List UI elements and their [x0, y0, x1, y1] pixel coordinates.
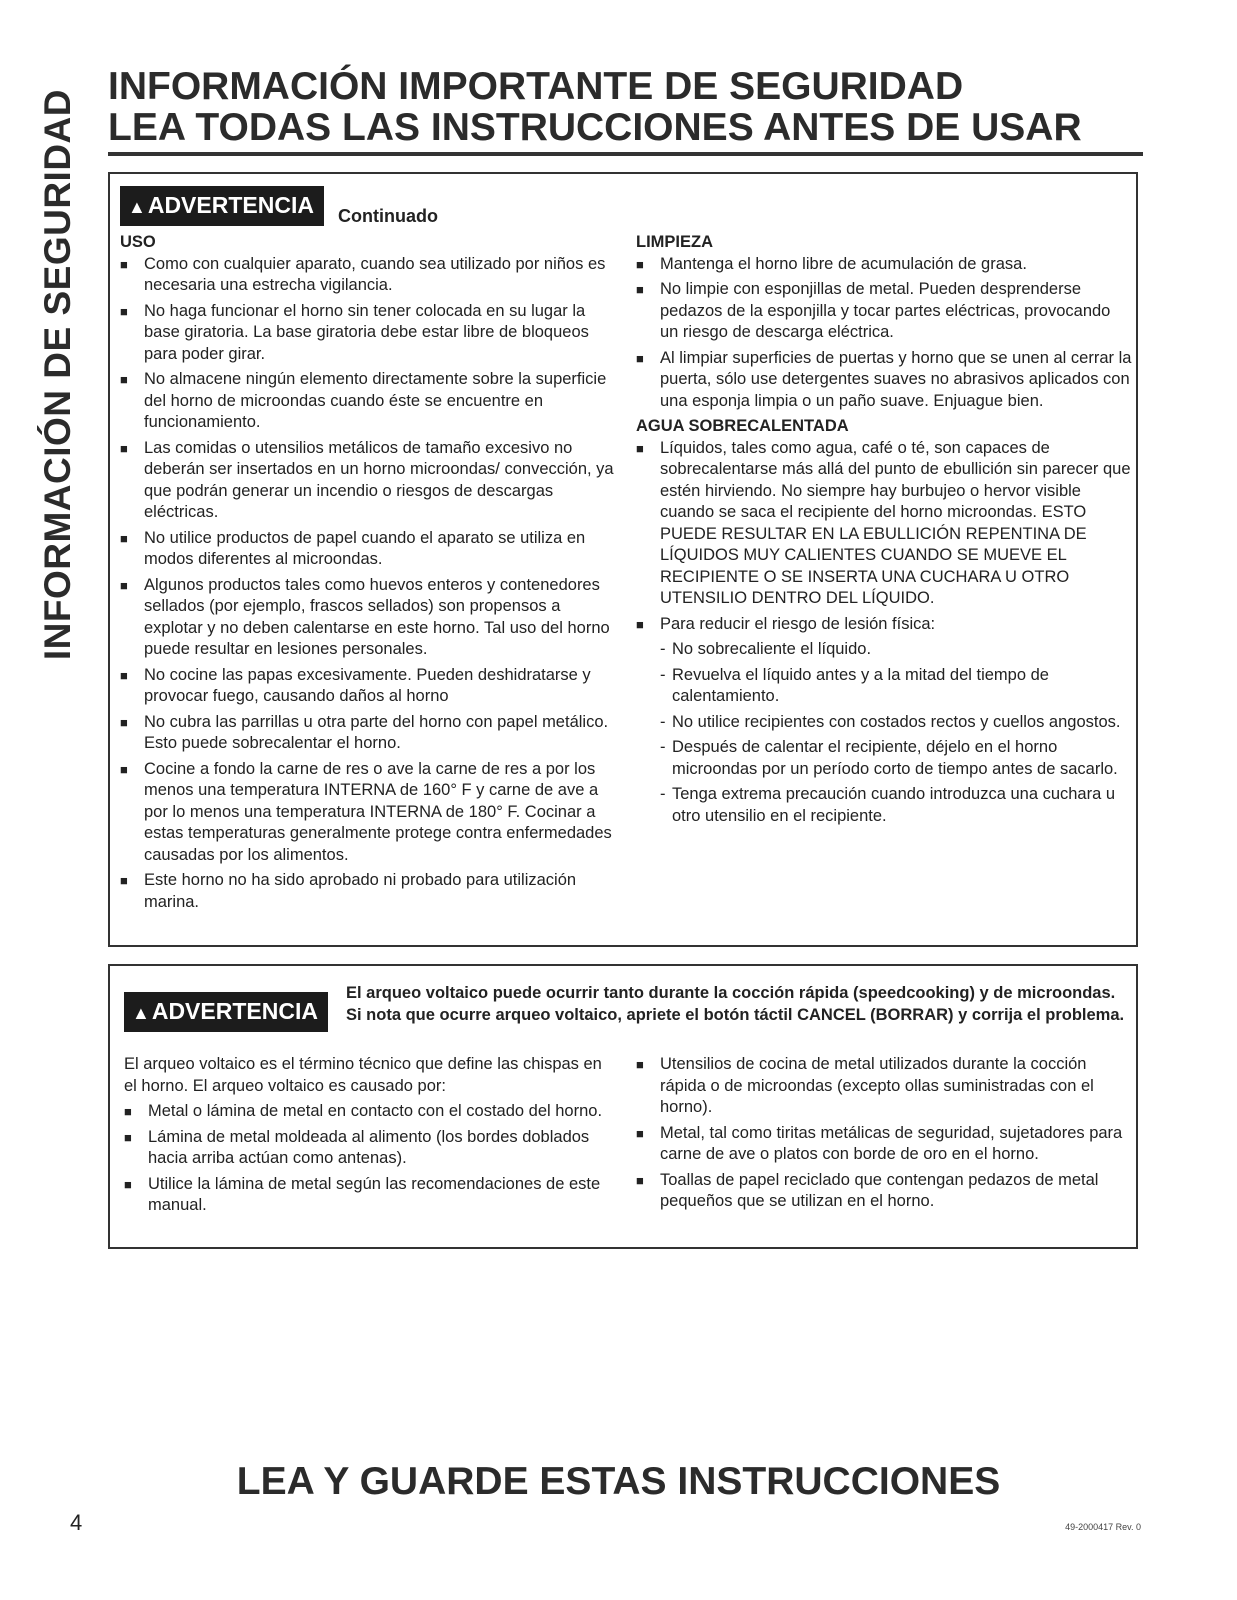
- agua-list: [636, 438, 1132, 636]
- list-item: ■ Para reducir el riesgo de lesión física:: [636, 614, 1132, 636]
- arcing-right-column: [636, 1054, 1132, 1217]
- footer-title: LEA Y GUARDE ESTAS INSTRUCCIONES: [236, 1460, 1001, 1503]
- uso-column: [120, 232, 615, 917]
- arcing-causes-list: [124, 1101, 614, 1217]
- limpieza-column: [636, 232, 1132, 831]
- list-item: ■ No utilice productos de papel cuando el aparato se utiliza en modos diferentes al microondas.: [120, 528, 615, 571]
- warning-triangle-icon: ▲: [132, 1003, 150, 1023]
- warning-badge: ▲ADVERTENCIA: [120, 186, 324, 226]
- list-item: ■ Algunos productos tales como huevos enteros y contenedores sellados (por ejemplo, frascos sellados) son propensos a explotar y no deben calentarse en este horno. Tal uso del horno puede resultar en lesiones personales.: [120, 575, 615, 661]
- list-item: ■ No cocine las papas excesivamente. Pueden deshidratarse y provocar fuego, causando daños al horno: [120, 665, 615, 708]
- list-item: ■ No cubra las parrillas u otra parte del horno con papel metálico. Esto puede sobrecalentar el horno.: [120, 712, 615, 755]
- arcing-intro: El arqueo voltaico es el término técnico que define las chispas en el horno. El arqueo voltaico es causado por:: [124, 1055, 602, 1095]
- section-heading-limpieza: LIMPIEZA: [636, 233, 713, 251]
- arcing-warning-text: El arqueo voltaico puede ocurrir tanto durante la cocción rápida (speedcooking) y de microondas. Si nota que ocurre arqueo voltaico, apriete el botón táctil CANCEL (BORRAR) y corrija el problema.: [346, 984, 1125, 1024]
- list-item: ■ Lámina de metal moldeada al alimento (los bordes doblados hacia arriba actúan como antenas).: [124, 1127, 614, 1170]
- page-title: [108, 66, 1143, 156]
- side-section-title: INFORMACIÓN DE SEGURIDAD: [37, 89, 78, 661]
- list-item: - Revuelva el líquido antes y a la mitad del tiempo de calentamiento.: [660, 665, 1132, 708]
- arcing-left-column: [124, 1054, 614, 1221]
- limpieza-list: [636, 254, 1132, 413]
- uso-list: [120, 254, 615, 914]
- list-item: ■ Utilice la lámina de metal según las recomendaciones de este manual.: [124, 1174, 614, 1217]
- injury-prevention-list: [636, 639, 1132, 827]
- document-code: 49-2000417 Rev. 0: [1065, 1522, 1141, 1532]
- list-item: ■ Mantenga el horno libre de acumulación de grasa.: [636, 254, 1132, 276]
- list-item: - Tenga extrema precaución cuando introduzca una cuchara u otro utensilio en el recipiente.: [660, 784, 1132, 827]
- title-line-2: LEA TODAS LAS INSTRUCCIONES ANTES DE USAR: [108, 106, 1082, 149]
- list-item: ■ No almacene ningún elemento directamente sobre la superficie del horno de microondas cuando éste se encuentre en funcionamiento.: [120, 369, 615, 434]
- list-item: ■ Metal o lámina de metal en contacto con el costado del horno.: [124, 1101, 614, 1123]
- list-item: ■ Como con cualquier aparato, cuando sea utilizado por niños es necesaria una estrecha vigilancia.: [120, 254, 615, 297]
- continued-label: Continuado: [338, 206, 438, 226]
- warning-box-continued: [108, 172, 1138, 947]
- list-item: ■ No haga funcionar el horno sin tener colocada en su lugar la base giratoria. La base giratoria debe estar libre de bloqueos para poder girar.: [120, 301, 615, 366]
- list-item: ■ Utensilios de cocina de metal utilizados durante la cocción rápida o de microondas (excepto ollas suministradas con el horno).: [636, 1054, 1132, 1119]
- warning-badge: ▲ADVERTENCIA: [124, 992, 328, 1032]
- warning-triangle-icon: ▲: [128, 197, 146, 217]
- list-item: ■ No limpie con esponjillas de metal. Pueden desprenderse pedazos de la esponjilla y tocar partes eléctricas, provocando un riesgo de descarga eléctrica.: [636, 279, 1132, 344]
- list-item: ■ Este horno no ha sido aprobado ni probado para utilización marina.: [120, 870, 615, 913]
- title-line-1: INFORMACIÓN IMPORTANTE DE SEGURIDAD: [108, 65, 964, 108]
- list-item: - No utilice recipientes con costados rectos y cuellos angostos.: [660, 712, 1132, 734]
- list-item: ■ Líquidos, tales como agua, café o té, son capaces de sobrecalentarse más allá del punto de ebullición sin parecer que estén hirviendo. No siempre hay burbujeo o hervor visible cuando se saca el recipiente del horno microondas. ESTO PUEDE RESULTAR EN LA EBULLICIÓN REPENTINA DE LÍQUIDOS MUY CALIENTES CUANDO SE MUEVE EL RECIPIENTE O SE INSERTA UNA CUCHARA U OTRO UTENSILIO DENTRO DEL LÍQUIDO.: [636, 438, 1132, 610]
- arcing-causes-list-2: [636, 1054, 1132, 1213]
- list-item: - No sobrecaliente el líquido.: [660, 639, 1132, 661]
- section-heading-agua: AGUA SOBRECALENTADA: [636, 417, 849, 435]
- list-item: ■ Las comidas o utensilios metálicos de tamaño excesivo no deberán ser insertados en un horno microondas/ convección, ya que podrán generar un incendio o riesgos de descargas eléctricas.: [120, 438, 615, 524]
- page-number: 4: [70, 1510, 83, 1535]
- list-item: ■ Metal, tal como tiritas metálicas de seguridad, sujetadores para carne de ave o platos con borde de oro en el horno.: [636, 1123, 1132, 1166]
- section-heading-uso: USO: [120, 233, 156, 251]
- list-item: - Después de calentar el recipiente, déjelo en el horno microondas por un período corto de tiempo antes de sacarlo.: [660, 737, 1132, 780]
- list-item: ■ Cocine a fondo la carne de res o ave la carne de res a por los menos una temperatura INTERNA de 160° F y carne de ave a por lo menos una temperatura INTERNA de 180° F. Cocinar a estas temperaturas generalmente protege contra enfermedades causadas por los alimentos.: [120, 759, 615, 867]
- list-item: ■ Toallas de papel reciclado que contengan pedazos de metal pequeños que se utilizan en el horno.: [636, 1170, 1132, 1213]
- warning-box-arcing: [108, 964, 1138, 1249]
- list-item: ■ Al limpiar superficies de puertas y horno que se unen al cerrar la puerta, sólo use detergentes suaves no abrasivos aplicados con una esponja limpia o un paño suave. Enjuague bien.: [636, 348, 1132, 413]
